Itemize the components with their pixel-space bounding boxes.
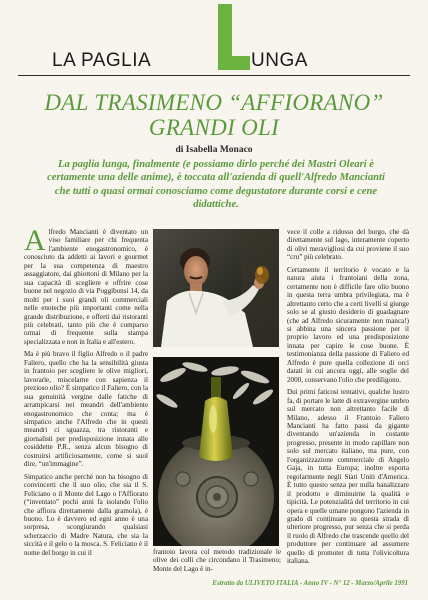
paragraph: Dui primi faticosi tentativi, qualche lustro fa, di portare le latte di extravergine umbro sul mercato non altrettanto facile di Milano, adesso il Frantoio Faliero Mancianti ha fatto passi da gigante diventando un'azienda in costante progresso, presente in modo capillare non solo sul mercato italiano, ma pure, con l'organizzazione commerciale di Angelo Gaja, in tutta Europa; inoltre esporta regolarmente negli Stati Uniti d'America. È tutto questo senza per nulla banalizzare il prodotto e diminuirne la qualità e tipicità. Le potenzialità del territorio in cui opera e quelle umane pongono l'azienda in grado di continuare su questa strada di ulteriore progresso, pur senza che si perda il ruolo di Alfredo che trascende quello del produttore per continuare ad assumere quello di promoter di tutta l'olivicoltura italiana.: [287, 388, 409, 566]
article-column-1: [24, 224, 148, 561]
byline: di Isabella Monaco: [175, 145, 253, 155]
paragraph: Ma è più bravo il figlio Alfredo o il padre Faliero, quello che ha la sensibilità giusta in frantoio per scegliere le olive migliori, lavorarle, miscelarne con sapienza il prezioso olio? È simpatico il Faliero, con la sua genuinità vergine dalle fatiche di arrampicarsi nei meandri dell'ambiente enogastronomico che conta; ma è simpatico anche l'Alfredo che in questi meandri ci sguazza, tra ristoranti e giornalisti per predisposizione innata alle cosiddette P.R., senza alcun bisogno di costruirsi artificiosamente, come si suol dire, “un'immagine”.: [24, 350, 148, 469]
drop-cap: A: [24, 224, 46, 257]
article-title-line-1: DAL TRASIMENO “AFFIORANO”: [44, 90, 384, 115]
paragraph: vece il colle a ridosso del borgo, che dà direttamente sul lago, interamente coperto di olivi meravigliosi da cui proviene il suo “cru” più celebrato.: [287, 228, 409, 262]
photo-oil-bottle-and-jar: [153, 357, 279, 546]
section-header-word-2: UNGA: [251, 50, 308, 71]
header-rule: [18, 75, 410, 76]
section-header-word-1: LA PAGLIA: [52, 50, 152, 71]
paragraph-text: lfredo Mancianti è diventato un viso familiare per chi frequenta l'ambiente enogastronomico, è conosciuto da addetti ai lavori e gourmet per la sua competenza di maestro assaggiatore, dai ghiottoni di Milano per la sua capacità di scegliere e offrire cose buone nel negozio di via Poggibonsi 14, da molti per i suoi grandi oli commerciali nelle enoteche più importanti come nella grande distribuzione, e offerti dai ristoranti più celebrati, tanto più che è comparso ormai di frequente sulla stampa specializzata e non in Italia e all'estero.: [24, 228, 148, 346]
article-column-3: [287, 228, 409, 570]
paragraph: Simpatico anche perché non ha bisogno di convincerti che il suo olio, che sia il S. Feliciano o il Monte del Lago o l'Affiorato (“inventato” pochi anni fa isolando l'olio che affiora direttamente dalla gramola), è buono. Lo è davvero ed egni anno è una sorpresa, scongiurando qualsiasi scherzaccio di Madre Natura, che sia la siccità e il gelo o la mosca. S. Feliciano è il nome del borgo in cui il: [24, 472, 148, 557]
lead-paragraph: La paglia lunga, finalmente (e possiamo dirlo perché dei Mastri Oleari è certamente una delle anime), è toccata all'azienda di quell'Alfredo Mancianti che tutti o quasi ormai conosciamo come degustatore durante corsi e cene didattiche.: [47, 159, 385, 211]
section-header-logo-letter: [218, 4, 250, 70]
paragraph: Certamente il territorio è vocato e la natura aiuta i frantoiani della zona, certamente non è difficile fare olio buono in questa terra umbra privilegiata, ma è altrettanto certo che a certi livelli si giunge solo se al giusto desiderio di guadagnare (che ad Alfredo sicuramente non manca!) si abbina una sincera passione per il proprio lavoro ed una predisposizione innata per capire le cose buone. È testimonianza della passione di Faliero ed Alfredo è pure quella collezione di orci datati in cui ancora oggi, alle soglie del 2000, conservano l'olio che prediligono.: [287, 265, 409, 384]
source-footer: Estratto da ULIVETO ITALIA - Anno IV - N° 12 - Marzo/Aprile 1991: [212, 580, 408, 587]
paragraph: [24, 224, 148, 346]
photo-man-tasting-oil: [153, 229, 279, 347]
article-title-line-2: GRANDI OLI: [148, 115, 280, 140]
article-column-2-bottom: frantoio lavora col metodo tradizionale le olive dei colli che circondano il Trasimeno; Monte del Lago è in-: [153, 548, 281, 573]
